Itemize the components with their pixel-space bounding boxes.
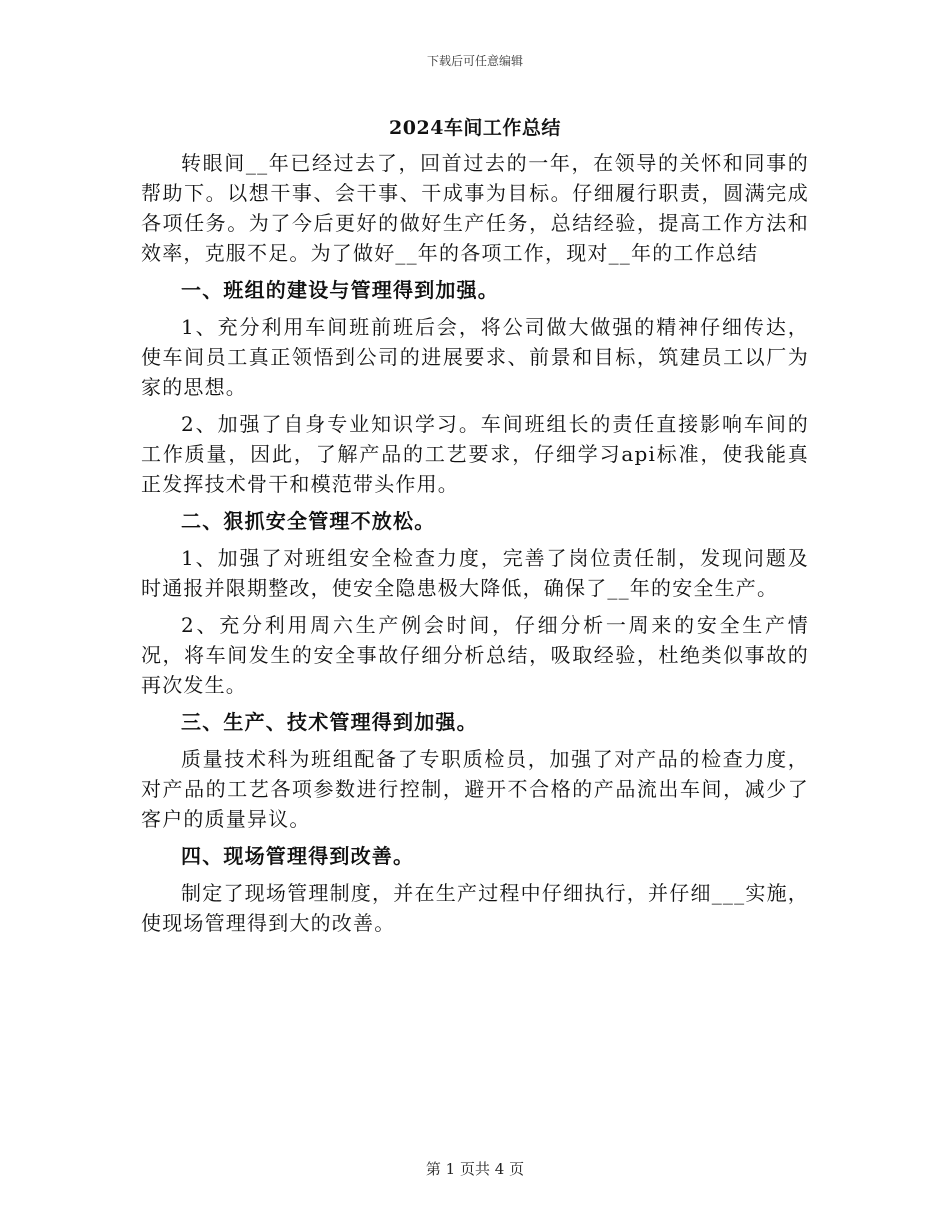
section-4-heading: 四、现场管理得到改善。: [181, 844, 415, 868]
section-3-paragraph-1: 质量技术科为班组配备了专职质检员，加强了对产品的检查力度，对产品的工艺各项参数进行控制，避开不合格的产品流出车间，减少了客户的质量异议。: [141, 747, 809, 831]
document-title: 2024车间工作总结: [389, 117, 561, 139]
section-1-paragraph-2: 2、加强了自身专业知识学习。车间班组长的责任直接影响车间的工作质量，因此，了解产品的工艺要求，仔细学习api标准，使我能真正发挥技术骨干和模范带头作用。: [141, 412, 809, 496]
section-1-paragraph-1: 1、充分利用车间班前班后会，将公司做大做强的精神仔细传达，使车间员工真正领悟到公司的进展要求、前景和目标，筑建员工以厂为家的思想。: [141, 315, 809, 399]
page-number: 第 1 页共 4 页: [425, 1160, 525, 1178]
section-2-paragraph-2: 2、充分利用周六生产例会时间，仔细分析一周来的安全生产情况，将车间发生的安全事故仔细分析总结，吸取经验，杜绝类似事故的再次发生。: [141, 613, 809, 697]
section-3-heading: 三、生产、技术管理得到加强。: [181, 710, 478, 734]
header-note: 下载后可任意编辑: [426, 54, 523, 68]
section-4-paragraph-1: 制定了现场管理制度，并在生产过程中仔细执行，并仔细___实施，使现场管理得到大的改善。: [141, 881, 809, 935]
section-1-heading: 一、班组的建设与管理得到加强。: [181, 278, 499, 302]
document-body: [141, 148, 809, 945]
intro-paragraph: 转眼间__年已经过去了，回首过去的一年，在领导的关怀和同事的帮助下。以想干事、会干事、干成事为目标。仔细履行职责，圆满完成各项任务。为了今后更好的做好生产任务，总结经验，提高工作方法和效率，克服不足。为了做好__年的各项工作，现对__年的工作总结: [141, 151, 809, 265]
section-2-paragraph-1: 1、加强了对班组安全检查力度，完善了岗位责任制，发现问题及时通报并限期整改，使安全隐患极大降低，确保了__年的安全生产。: [141, 546, 809, 600]
section-2-heading: 二、狠抓安全管理不放松。: [181, 509, 436, 533]
